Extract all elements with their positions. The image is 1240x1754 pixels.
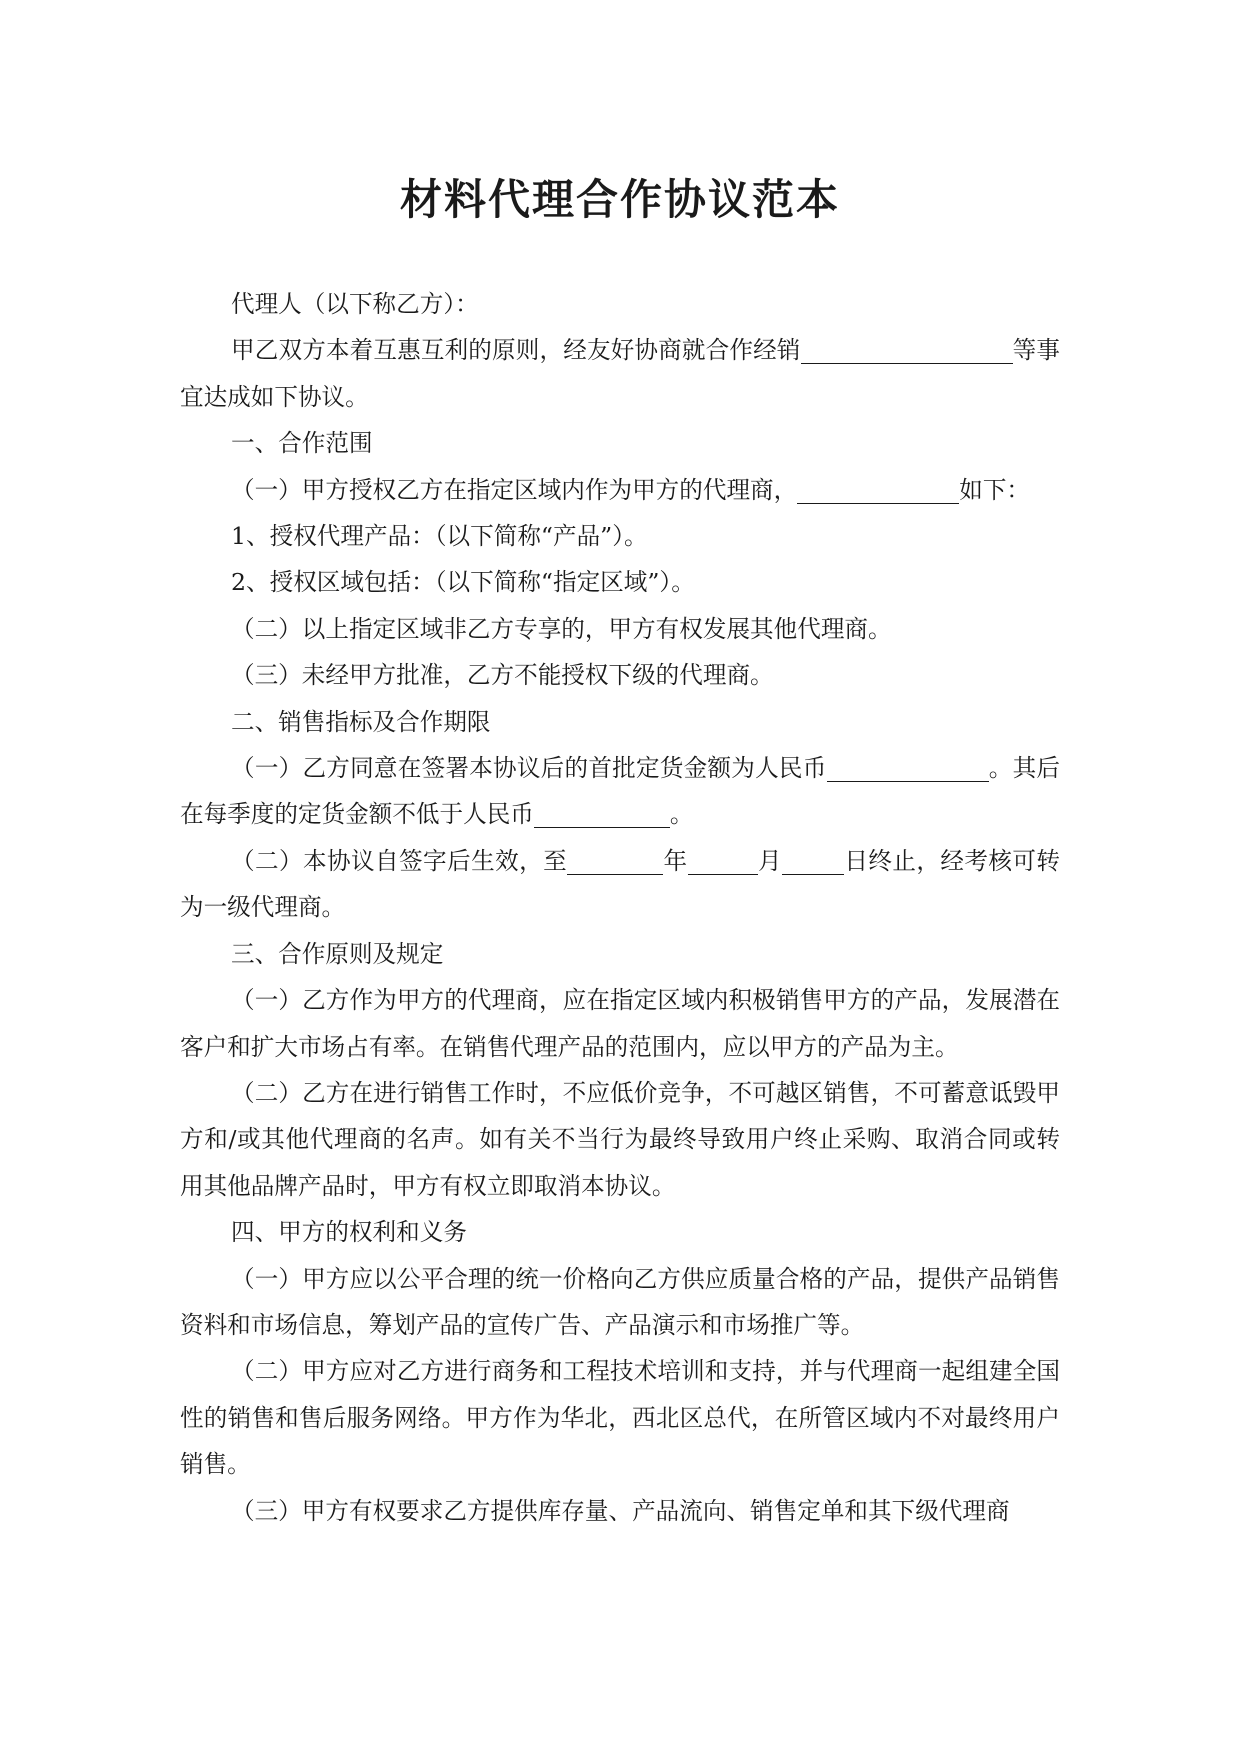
paragraph-text: 日终止，经考核可转为一级代理商。 bbox=[180, 846, 1061, 922]
paragraph-text: （三）未经甲方批准，乙方不能授权下级的代理商。 bbox=[231, 661, 774, 690]
paragraph-authorization bbox=[180, 467, 1060, 513]
heading-text: 三、合作原则及规定 bbox=[231, 939, 444, 968]
paragraph-text: （二）本协议自签字后生效，至 bbox=[231, 846, 568, 875]
paragraph-text: （一）乙方同意在签署本协议后的首批定货金额为人民币 bbox=[231, 754, 827, 783]
heading-text: 一、合作范围 bbox=[231, 429, 373, 458]
paragraph-conduct bbox=[180, 1070, 1060, 1209]
paragraph-authorized-product bbox=[180, 513, 1060, 559]
paragraph-active-sales bbox=[180, 977, 1060, 1070]
heading-text: 四、甲方的权利和义务 bbox=[231, 1218, 467, 1247]
paragraph-text: 2、授权区域包括：（以下简称“指定区域”）。 bbox=[231, 568, 695, 597]
paragraph-text: 甲乙双方本着互惠互利的原则，经友好协商就合作经销 bbox=[231, 336, 801, 365]
paragraph-text: （一）乙方作为甲方的代理商，应在指定区域内积极销售甲方的产品，发展潜在客户和扩大市场占有率。在销售代理产品的范围内，应以甲方的产品为主。 bbox=[180, 986, 1060, 1061]
paragraph-text: 1、授权代理产品：（以下简称“产品”）。 bbox=[231, 522, 648, 551]
paragraph-supply bbox=[180, 1256, 1060, 1349]
section-heading-scope bbox=[180, 420, 1060, 466]
paragraph-term bbox=[180, 838, 1060, 931]
paragraph-text: 年 bbox=[663, 846, 688, 875]
blank-quarterly-amount bbox=[534, 801, 670, 828]
paragraph-training bbox=[180, 1348, 1060, 1487]
paragraph-text: （二）甲方应对乙方进行商务和工程技术培训和支持，并与代理商一起组建全国性的销售和售后服务网络。甲方作为华北，西北区总代，在所管区域内不对最终用户销售。 bbox=[180, 1357, 1060, 1479]
paragraph-text: （三）甲方有权要求乙方提供库存量、产品流向、销售定单和其下级代理商 bbox=[231, 1496, 1010, 1525]
paragraph-text: （一）甲方应以公平合理的统一价格向乙方供应质量合格的产品，提供产品销售资料和市场信息，筹划产品的宣传广告、产品演示和市场推广等。 bbox=[180, 1264, 1060, 1339]
paragraph-non-exclusive bbox=[180, 606, 1060, 652]
paragraph-text: 等事宜达成如下协议。 bbox=[180, 336, 1061, 411]
paragraph-text: 如下： bbox=[959, 475, 1031, 504]
section-heading-principles bbox=[180, 931, 1060, 977]
blank-day bbox=[782, 848, 844, 875]
paragraph-text: （二）以上指定区域非乙方专享的，甲方有权发展其他代理商。 bbox=[231, 614, 892, 643]
paragraph-order-amount bbox=[180, 745, 1060, 838]
paragraph-no-sub-agents bbox=[180, 652, 1060, 698]
paragraph-text: 代理人（以下称乙方）： bbox=[231, 290, 479, 318]
blank-first-order-amount bbox=[827, 755, 989, 782]
heading-text: 二、销售指标及合作期限 bbox=[231, 707, 491, 736]
paragraph-text: （一）甲方授权乙方在指定区域内作为甲方的代理商， bbox=[231, 475, 798, 504]
paragraph-preamble bbox=[180, 327, 1060, 420]
paragraph-text: 月 bbox=[757, 846, 782, 875]
paragraph-text: （二）乙方在进行销售工作时，不应低价竞争，不可越区销售，不可蓄意诋毁甲方和/或其他代理商的名声。如有关不当行为最终导致用户终止采购、取消合同或转用其他品牌产品时，甲方有权立即取消本协议。 bbox=[180, 1078, 1060, 1200]
paragraph-text: 。 bbox=[669, 800, 694, 829]
blank-month bbox=[688, 848, 758, 875]
section-heading-sales-targets bbox=[180, 699, 1060, 745]
section-heading-party-a-rights bbox=[180, 1209, 1060, 1255]
paragraph-authorized-region bbox=[180, 559, 1060, 605]
paragraph-text: 。其后在每季度的定货金额不低于人民币 bbox=[180, 754, 1061, 829]
blank-product-field bbox=[801, 337, 1013, 364]
blank-year bbox=[567, 848, 663, 875]
document-title: 材料代理合作协议范本 bbox=[399, 175, 840, 224]
document-body bbox=[180, 281, 1060, 1534]
paragraph-reporting bbox=[180, 1488, 1060, 1534]
paragraph-agent-intro bbox=[180, 281, 1060, 327]
blank-authorization-field bbox=[797, 477, 959, 504]
